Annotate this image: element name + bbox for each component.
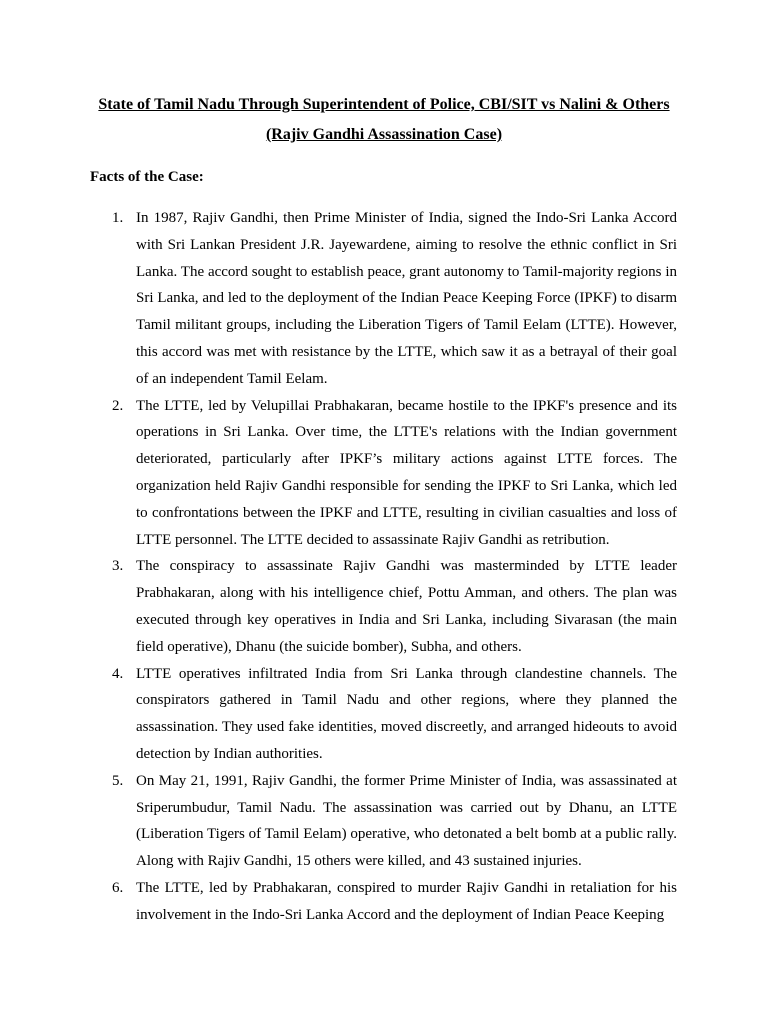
fact-text: The LTTE, led by Velupillai Prabhakaran, became hostile to the IPKF's presence and its operations in Sri Lanka. Over time, the LTTE's relations with the Indian government deteriorated, particularly after IPKF’s military actions against LTTE forces. The organization held Rajiv Gandhi responsible for sending the IPKF to Sri Lanka, which led to confrontations between the IPKF and LTTE, resulting in civilian casualties and loss of LTTE personnel. The LTTE decided to assassinate Rajiv Gandhi as retribution.: [136, 397, 677, 548]
fact-number: 6.: [112, 879, 124, 896]
fact-item: [90, 553, 677, 660]
fact-item: [90, 393, 677, 554]
fact-item: [90, 768, 677, 875]
fact-number: 1.: [112, 210, 124, 226]
facts-list: [90, 205, 677, 929]
document-title: State of Tamil Nadu Through Superintendent of Police, CBI/SIT vs Nalini & Others (Rajiv Gandhi Assassination Case): [98, 96, 670, 143]
fact-text: In 1987, Rajiv Gandhi, then Prime Minister of India, signed the Indo-Sri Lanka Accord with Sri Lankan President J.R. Jayewardene, aiming to resolve the ethnic conflict in Sri Lanka. The accord sought to establish peace, grant autonomy to Tamil-majority regions in Sri Lanka, and led to the deployment of the Indian Peace Keeping Force (IPKF) to disarm Tamil militant groups, including the Liberation Tigers of Tamil Eelam (LTTE). However, this accord was met with resistance by the LTTE, which saw it as a betrayal of their goal of an independent Tamil Eelam.: [136, 210, 677, 387]
fact-text: The LTTE, led by Prabhakaran, conspired to murder Rajiv Gandhi in retaliation for his involvement in the Indo-Sri Lanka Accord and the deployment of Indian Peace Keeping: [136, 879, 677, 923]
fact-number: 3.: [112, 558, 124, 575]
section-heading-facts: Facts of the Case:: [90, 169, 204, 185]
fact-item: [90, 875, 677, 929]
fact-item: [90, 205, 677, 393]
fact-item: [90, 661, 677, 768]
fact-number: 5.: [112, 772, 124, 789]
fact-text: LTTE operatives infiltrated India from Sri Lanka through clandestine channels. The conspirators gathered in Tamil Nadu and other regions, where they planned the assassination. They used fake identities, moved discreetly, and arranged hideouts to avoid detection by Indian authorities.: [136, 665, 677, 762]
fact-text: On May 21, 1991, Rajiv Gandhi, the former Prime Minister of India, was assassinated at Sriperumbudur, Tamil Nadu. The assassination was carried out by Dhanu, an LTTE (Liberation Tigers of Tamil Eelam) operative, who detonated a belt bomb at a public rally. Along with Rajiv Gandhi, 15 others were killed, and 43 sustained injuries.: [136, 772, 677, 870]
fact-number: 2.: [112, 397, 124, 414]
fact-number: 4.: [112, 665, 124, 682]
fact-text: The conspiracy to assassinate Rajiv Gandhi was masterminded by LTTE leader Prabhakaran, along with his intelligence chief, Pottu Amman, and others. The plan was executed through key operatives in India and Sri Lanka, including Sivarasan (the main field operative), Dhanu (the suicide bomber), Subha, and others.: [136, 558, 677, 655]
